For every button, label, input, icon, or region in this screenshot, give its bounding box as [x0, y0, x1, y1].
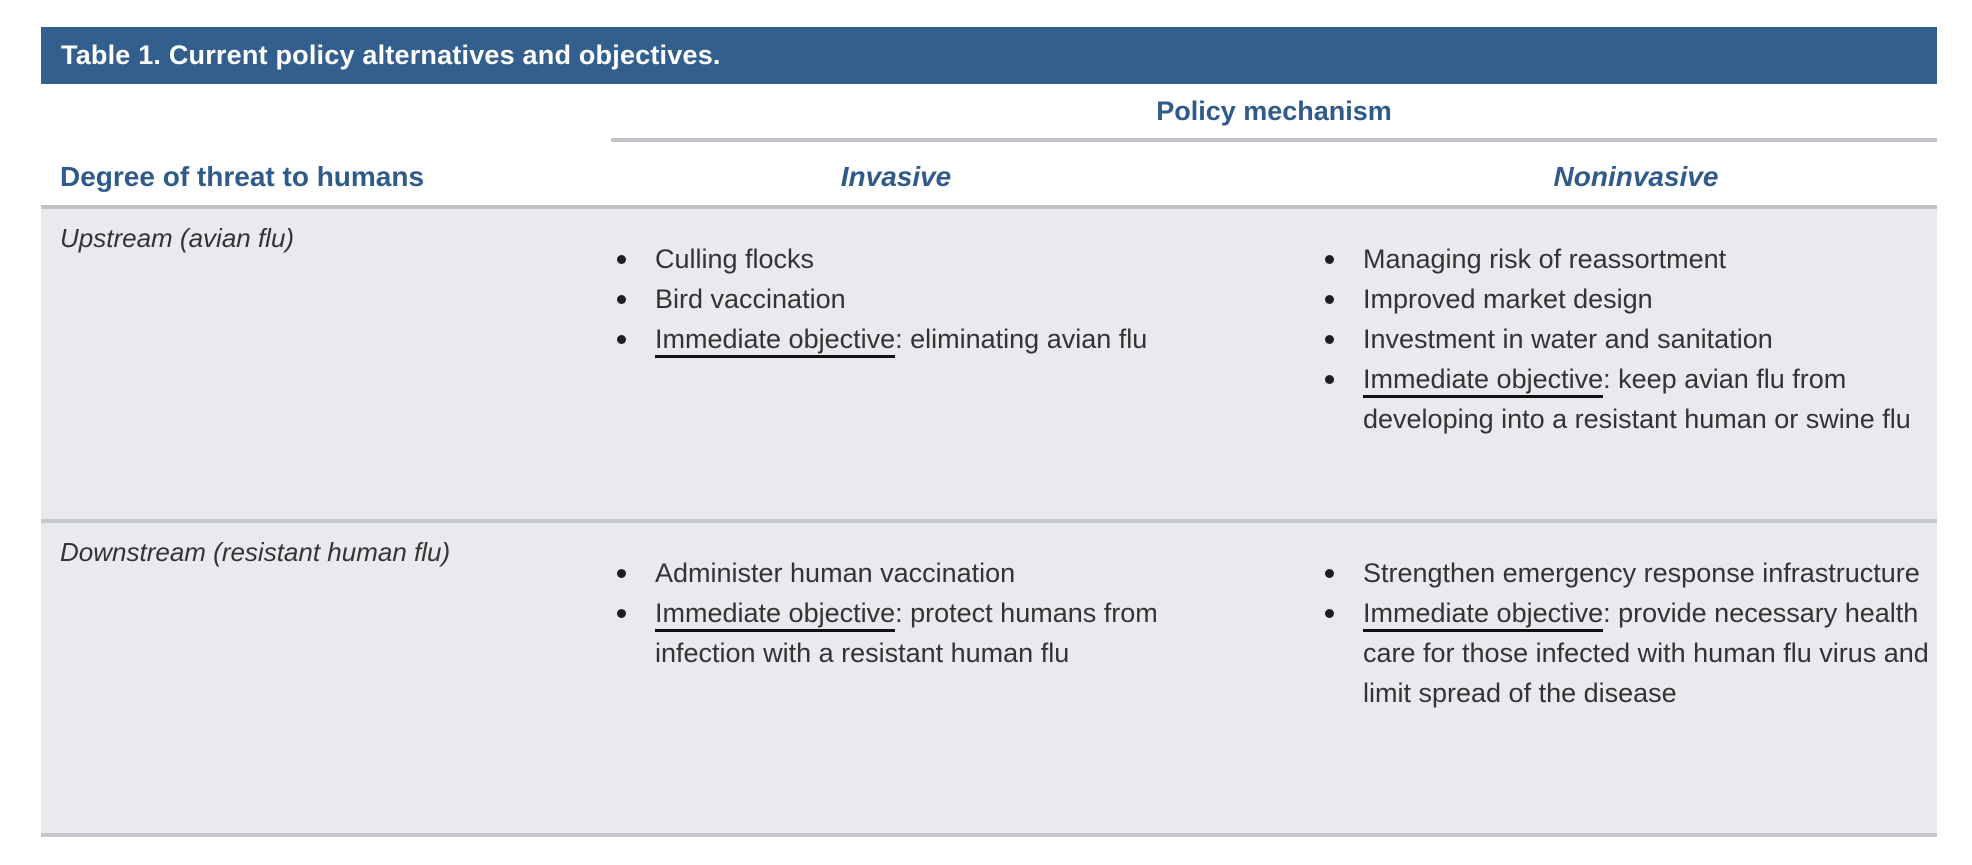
objective-label: Immediate objective: [1363, 364, 1603, 398]
list-item: Improved market design: [1319, 279, 1929, 319]
objective-text: : keep avian flu from developing into a resistant human or swine flu: [1363, 364, 1911, 434]
objective-text: : provide necessary health care for those infected with human flu virus and limit spread of the disease: [1363, 598, 1929, 708]
list-item: Strengthen emergency response infrastructure: [1319, 553, 1929, 593]
degree-cell: Downstream (resistant human flu): [60, 537, 451, 567]
degree-column-header: Degree of threat to humans: [60, 161, 425, 192]
noninvasive-column-header: Noninvasive: [1553, 161, 1719, 192]
objective-item: [1319, 359, 1929, 439]
noninvasive-list: [1319, 239, 1929, 439]
table-row: [41, 209, 1937, 523]
list-item: Investment in water and sanitation: [1319, 319, 1929, 359]
table-title-bar: [41, 27, 1937, 84]
invasive-list: [611, 553, 1171, 673]
objective-item: [611, 319, 1171, 359]
list-item: Culling flocks: [611, 239, 1171, 279]
invasive-column-header: Invasive: [840, 161, 952, 192]
list-item: Bird vaccination: [611, 279, 1171, 319]
objective-label: Immediate objective: [655, 324, 895, 358]
objective-item: [1319, 593, 1929, 713]
list-item: Managing risk of reassortment: [1319, 239, 1929, 279]
column-header-row: [41, 142, 1937, 209]
table-title: Table 1. Current policy alternatives and objectives.: [61, 40, 721, 70]
noninvasive-list: [1319, 553, 1929, 713]
mechanism-header-row: [41, 84, 1937, 142]
objective-label: Immediate objective: [655, 598, 895, 632]
objective-item: [611, 593, 1171, 673]
objective-text: : eliminating avian flu: [895, 324, 1148, 354]
table-row: [41, 523, 1937, 837]
objective-label: Immediate objective: [1363, 598, 1603, 632]
list-item: Administer human vaccination: [611, 553, 1171, 593]
objective-text: : protect humans from infection with a resistant human flu: [655, 598, 1158, 668]
invasive-list: [611, 239, 1171, 359]
policy-table: [41, 27, 1937, 837]
degree-cell: Upstream (avian flu): [60, 223, 295, 253]
policy-mechanism-header: Policy mechanism: [1156, 96, 1392, 126]
